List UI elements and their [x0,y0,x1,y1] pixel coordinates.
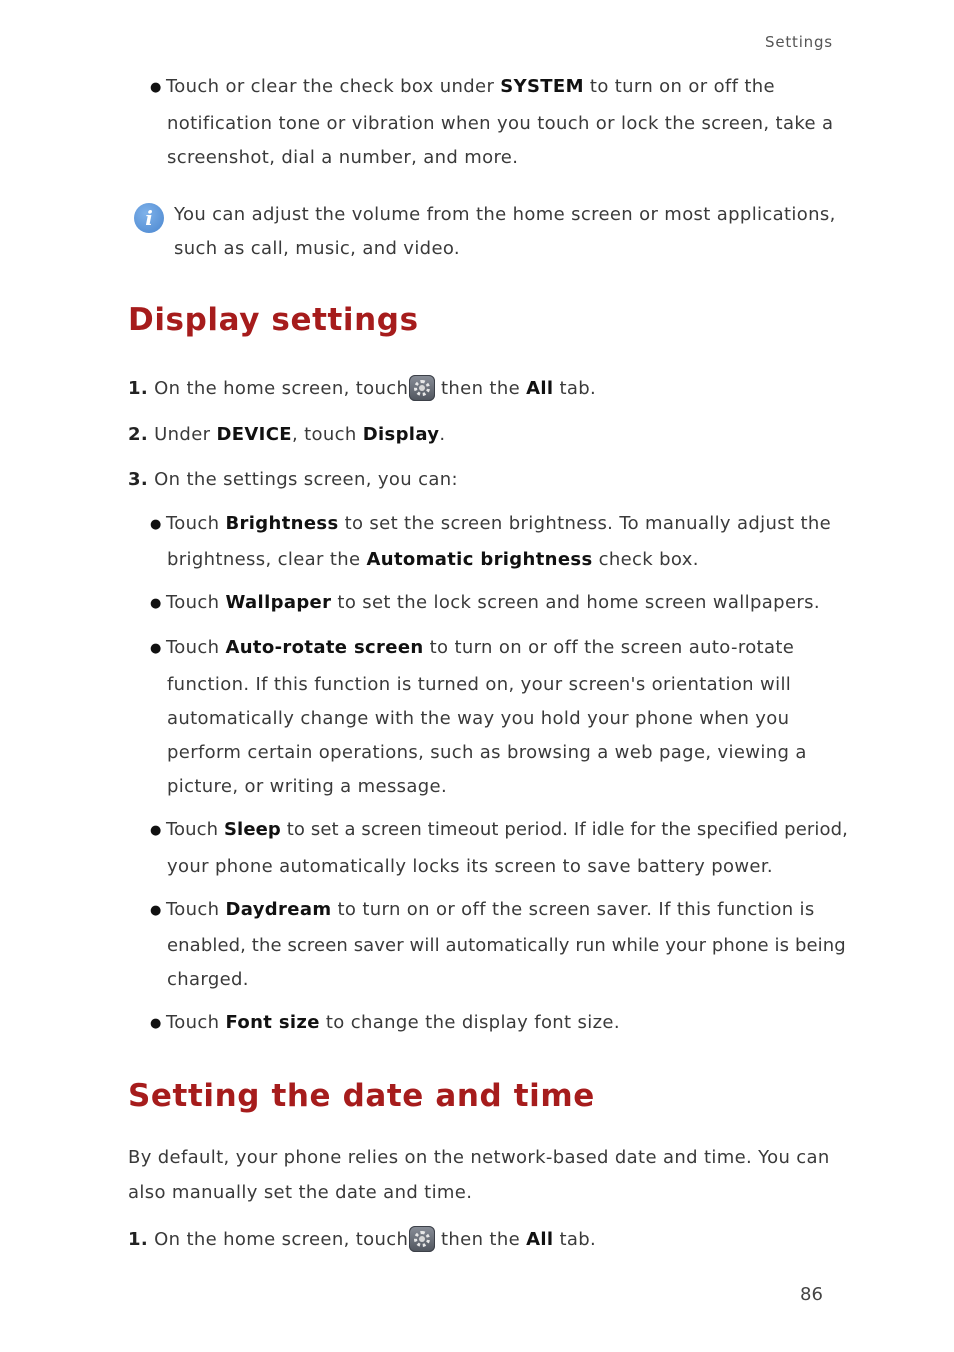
bullet-brightness-line2: brightness, clear the Automatic brightness check box. [167,549,699,570]
intro-bullet-line1: Touch or clear the check box under SYSTEM to turn on or off the [166,76,775,97]
intro-bullet-line3: screenshot, dial a number, and more. [167,147,519,168]
bullet-daydream-line1: Touch Daydream to turn on or off the screen saver. If this function is [166,899,815,920]
bullet-sleep-line2: your phone automatically locks its screen to save battery power. [167,856,774,877]
display-step3: 3. On the settings screen, you can: [128,469,458,490]
display-step1: 1. On the home screen, touch [128,378,409,399]
settings-gear-icon [409,1226,435,1252]
display-step1-tail: then the All tab. [441,378,597,399]
bullet-autorotate-line3: automatically change with the way you hold your phone when you [167,708,790,729]
heading-display-settings: Display settings [128,302,419,338]
datetime-step1: 1. On the home screen, touch [128,1229,409,1250]
intro-bullet-line2: notification tone or vibration when you touch or lock the screen, take a [167,113,834,134]
bullet-autorotate-line5: picture, or writing a message. [167,776,448,797]
bullet-daydream-line2: enabled, the screen saver will automatically run while your phone is being [167,935,846,956]
datetime-para-line2: also manually set the date and time. [128,1182,473,1203]
bullet-dot: ● [150,903,162,918]
info-icon: i [134,203,164,233]
bullet-dot: ● [150,641,162,656]
bullet-dot: ● [150,823,162,838]
running-header: Settings [765,33,833,51]
bullet-sleep-line1: Touch Sleep to set a screen timeout period. If idle for the specified period, [166,819,848,840]
bullet-autorotate-line4: perform certain operations, such as browsing a web page, viewing a [167,742,807,763]
page-number: 86 [800,1284,823,1305]
display-step2: 2. Under DEVICE, touch Display. [128,424,446,445]
bullet-dot: ● [150,80,162,95]
datetime-step1-tail: then the All tab. [441,1229,597,1250]
settings-gear-icon [409,375,435,401]
heading-date-time: Setting the date and time [128,1078,595,1114]
bullet-autorotate-line1: Touch Auto-rotate screen to turn on or off the screen auto-rotate [166,637,795,658]
bullet-wallpaper: Touch Wallpaper to set the lock screen and home screen wallpapers. [166,592,820,613]
bullet-dot: ● [150,517,162,532]
bullet-fontsize: Touch Font size to change the display font size. [166,1012,620,1033]
bullet-autorotate-line2: function. If this function is turned on, your screen's orientation will [167,674,792,695]
note-line1: You can adjust the volume from the home screen or most applications, [174,204,836,225]
bullet-brightness-line1: Touch Brightness to set the screen brightness. To manually adjust the [166,513,832,534]
bullet-dot: ● [150,596,162,611]
note-line2: such as call, music, and video. [174,238,460,259]
datetime-para-line1: By default, your phone relies on the network-based date and time. You can [128,1147,830,1168]
bullet-dot: ● [150,1016,162,1031]
bullet-daydream-line3: charged. [167,969,249,990]
